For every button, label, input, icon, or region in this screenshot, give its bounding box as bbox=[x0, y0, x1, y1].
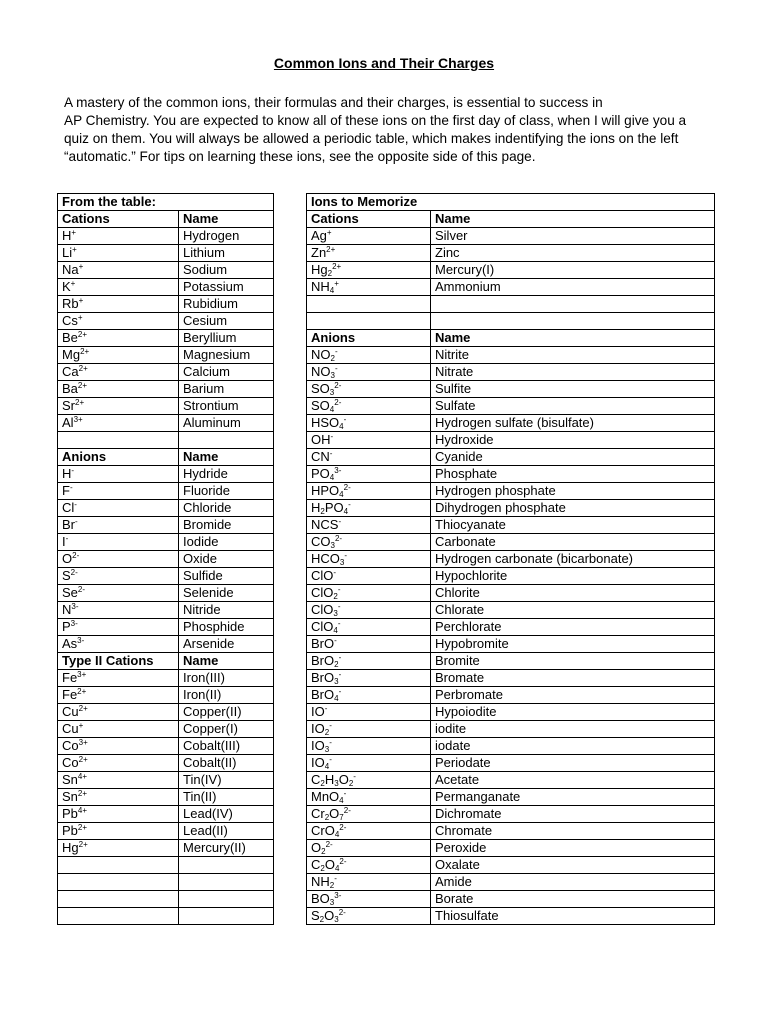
ion-formula bbox=[58, 432, 179, 449]
ion-formula: Br- bbox=[58, 517, 179, 534]
table-row bbox=[58, 687, 274, 704]
ion-name: Chlorite bbox=[431, 585, 715, 602]
ion-name: Tin(IV) bbox=[179, 772, 274, 789]
table-row bbox=[58, 738, 274, 755]
ion-formula: BrO- bbox=[307, 636, 431, 653]
table-row bbox=[307, 313, 715, 330]
table-row bbox=[307, 483, 715, 500]
table-row bbox=[58, 466, 274, 483]
ion-name: Selenide bbox=[179, 585, 274, 602]
ion-formula: $S_2O_3^{2-}$ bbox=[307, 908, 431, 925]
ion-formula: NCS- bbox=[307, 517, 431, 534]
table-row bbox=[307, 806, 715, 823]
ion-formula: $Cu^{2+}$ bbox=[58, 704, 179, 721]
ion-formula: Rb+ bbox=[58, 296, 179, 313]
table-row bbox=[58, 755, 274, 772]
ion-formula: ClO$_4$- bbox=[307, 619, 431, 636]
ion-name: Oxalate bbox=[431, 857, 715, 874]
ion-name: Ammonium bbox=[431, 279, 715, 296]
ion-formula: Cl- bbox=[58, 500, 179, 517]
ion-name: Bromite bbox=[431, 653, 715, 670]
table-row bbox=[58, 245, 274, 262]
table-row bbox=[307, 381, 715, 398]
ion-name: Hypobromite bbox=[431, 636, 715, 653]
table-row bbox=[307, 908, 715, 925]
ion-name: Silver bbox=[431, 228, 715, 245]
table-row bbox=[58, 636, 274, 653]
ion-name: Iron(II) bbox=[179, 687, 274, 704]
ion-name: Iodide bbox=[179, 534, 274, 551]
ion-name: iodite bbox=[431, 721, 715, 738]
table-row bbox=[58, 874, 274, 891]
table-row bbox=[307, 823, 715, 840]
ion-name: Hypoiodite bbox=[431, 704, 715, 721]
table-row bbox=[307, 704, 715, 721]
table-row bbox=[58, 330, 274, 347]
ion-formula: BrO$_2$- bbox=[307, 653, 431, 670]
ion-name: Potassium bbox=[179, 279, 274, 296]
table-row bbox=[307, 551, 715, 568]
table-row bbox=[307, 619, 715, 636]
ion-name: Rubidium bbox=[179, 296, 274, 313]
ion-name: Mercury(II) bbox=[179, 840, 274, 857]
table-row bbox=[58, 432, 274, 449]
table-row bbox=[58, 670, 274, 687]
intro-line: A mastery of the common ions, their formulas and their charges, is essential to success in bbox=[64, 95, 603, 110]
table-row bbox=[58, 840, 274, 857]
table-row bbox=[58, 806, 274, 823]
ion-name: Copper(II) bbox=[179, 704, 274, 721]
ion-formula: $As^{3-}$ bbox=[58, 636, 179, 653]
ion-name: Mercury(I) bbox=[431, 262, 715, 279]
ion-formula: $O^{2-}$ bbox=[58, 551, 179, 568]
ion-formula: $Be^{2+}$ bbox=[58, 330, 179, 347]
from-the-table-ions bbox=[57, 193, 274, 925]
table-row bbox=[307, 585, 715, 602]
ion-name: Hydrogen bbox=[179, 228, 274, 245]
table-row bbox=[58, 891, 274, 908]
name-column-header: Name bbox=[179, 449, 274, 466]
ion-formula: $Hg^{2+}$ bbox=[58, 840, 179, 857]
ion-name: Hydrogen carbonate (bicarbonate) bbox=[431, 551, 715, 568]
ion-name bbox=[431, 296, 715, 313]
ion-formula: $H_2PO_4^-$ bbox=[307, 500, 431, 517]
table-row bbox=[58, 551, 274, 568]
table-row bbox=[58, 500, 274, 517]
ion-name: Iron(III) bbox=[179, 670, 274, 687]
ion-name: Chloride bbox=[179, 500, 274, 517]
table-row bbox=[58, 568, 274, 585]
ion-formula: $S^{2-}$ bbox=[58, 568, 179, 585]
ion-name: Perchlorate bbox=[431, 619, 715, 636]
page-title: Common Ions and Their Charges bbox=[273, 55, 495, 71]
ion-name: Magnesium bbox=[179, 347, 274, 364]
ion-name: Phosphide bbox=[179, 619, 274, 636]
ion-name bbox=[179, 891, 274, 908]
table-row bbox=[58, 789, 274, 806]
ion-name: iodate bbox=[431, 738, 715, 755]
ion-name: Tin(II) bbox=[179, 789, 274, 806]
ion-formula: $P^{3-}$ bbox=[58, 619, 179, 636]
intro-line: “automatic.” For tips on learning these ions, see the opposite side of this page. bbox=[64, 149, 536, 164]
ion-formula bbox=[58, 891, 179, 908]
table-row bbox=[307, 449, 715, 466]
ion-formula: $HPO_4^{2-}$ bbox=[307, 483, 431, 500]
ion-name: Cesium bbox=[179, 313, 274, 330]
ion-name: Perbromate bbox=[431, 687, 715, 704]
section-header-row bbox=[58, 211, 274, 228]
table-row bbox=[58, 296, 274, 313]
table-row bbox=[307, 670, 715, 687]
table-row bbox=[307, 789, 715, 806]
table-row bbox=[307, 653, 715, 670]
table-row bbox=[58, 602, 274, 619]
ion-name: Nitride bbox=[179, 602, 274, 619]
ion-name: Permanganate bbox=[431, 789, 715, 806]
ion-formula: $CO_3^{2-}$ bbox=[307, 534, 431, 551]
ion-formula: $NH_2^-$ bbox=[307, 874, 431, 891]
table-row bbox=[307, 466, 715, 483]
ion-formula: $Al^{3+}$ bbox=[58, 415, 179, 432]
table-row bbox=[307, 602, 715, 619]
ion-name: Dichromate bbox=[431, 806, 715, 823]
ion-formula: $Fe^{3+}$ bbox=[58, 670, 179, 687]
ion-name: Lead(IV) bbox=[179, 806, 274, 823]
table-row bbox=[58, 823, 274, 840]
ion-formula: $Hg_2^{2+}$ bbox=[307, 262, 431, 279]
ion-name: Strontium bbox=[179, 398, 274, 415]
ion-formula: ClO$_3$- bbox=[307, 602, 431, 619]
ion-formula: $Sr^{2+}$ bbox=[58, 398, 179, 415]
ion-formula: $Co^{2+}$ bbox=[58, 755, 179, 772]
ion-formula: $IO_2^-$ bbox=[307, 721, 431, 738]
ion-formula: $C_2H_3O_2^-$ bbox=[307, 772, 431, 789]
ion-name: Hypochlorite bbox=[431, 568, 715, 585]
name-column-header: Name bbox=[431, 330, 715, 347]
table-row bbox=[58, 347, 274, 364]
table-row bbox=[58, 415, 274, 432]
ion-formula bbox=[58, 908, 179, 925]
ion-formula: $NO_2^-$ bbox=[307, 347, 431, 364]
ion-name: Hydrogen phosphate bbox=[431, 483, 715, 500]
intro-paragraph bbox=[64, 94, 714, 166]
table-row bbox=[307, 874, 715, 891]
section-header-row bbox=[307, 211, 715, 228]
ion-name: Sulfate bbox=[431, 398, 715, 415]
table-row bbox=[307, 228, 715, 245]
section-header: Anions bbox=[307, 330, 431, 347]
section-header: Cations bbox=[58, 211, 179, 228]
ion-formula: $SO_4^{2-}$ bbox=[307, 398, 431, 415]
ion-formula: $Ba^{2+}$ bbox=[58, 381, 179, 398]
section-header-row bbox=[58, 653, 274, 670]
section-header: Type II Cations bbox=[58, 653, 179, 670]
ion-name: Thiocyanate bbox=[431, 517, 715, 534]
ion-name: Amide bbox=[431, 874, 715, 891]
ion-formula: $SO_3^{2-}$ bbox=[307, 381, 431, 398]
ion-formula: CrO$_4^{2-}$ bbox=[307, 823, 431, 840]
table-row bbox=[307, 721, 715, 738]
ion-name: Bromate bbox=[431, 670, 715, 687]
ion-name: Thiosulfate bbox=[431, 908, 715, 925]
ion-formula: $HCO_3^-$ bbox=[307, 551, 431, 568]
table-row bbox=[307, 279, 715, 296]
table-row bbox=[58, 534, 274, 551]
table-row bbox=[307, 755, 715, 772]
ion-name: Fluoride bbox=[179, 483, 274, 500]
ion-name: Sulfide bbox=[179, 568, 274, 585]
table-row bbox=[307, 415, 715, 432]
ion-formula: CN- bbox=[307, 449, 431, 466]
ion-formula bbox=[58, 874, 179, 891]
ion-formula: OH- bbox=[307, 432, 431, 449]
table-row bbox=[307, 296, 715, 313]
ion-formula: $Zn^{2+}$ bbox=[307, 245, 431, 262]
table-caption: From the table: bbox=[58, 194, 274, 211]
table-caption-row bbox=[307, 194, 715, 211]
ion-name: Phosphate bbox=[431, 466, 715, 483]
ion-formula: Li+ bbox=[58, 245, 179, 262]
ion-formula: $Sn^{4+}$ bbox=[58, 772, 179, 789]
table-row bbox=[58, 483, 274, 500]
table-row bbox=[307, 262, 715, 279]
table-row bbox=[58, 619, 274, 636]
ion-name bbox=[431, 313, 715, 330]
ion-name bbox=[179, 857, 274, 874]
ion-formula: $IO_3^-$ bbox=[307, 738, 431, 755]
ion-formula: $Mg^{2+}$ bbox=[58, 347, 179, 364]
table-row bbox=[307, 347, 715, 364]
section-header: Cations bbox=[307, 211, 431, 228]
table-row bbox=[307, 840, 715, 857]
ion-name: Beryllium bbox=[179, 330, 274, 347]
ion-name: Dihydrogen phosphate bbox=[431, 500, 715, 517]
ion-formula: MnO$_4$- bbox=[307, 789, 431, 806]
ion-formula bbox=[307, 313, 431, 330]
table-row bbox=[307, 687, 715, 704]
table-row bbox=[58, 857, 274, 874]
ion-formula: $HSO_4^-$ bbox=[307, 415, 431, 432]
ion-formula: I- bbox=[58, 534, 179, 551]
table-row bbox=[307, 364, 715, 381]
ion-name: Chlorate bbox=[431, 602, 715, 619]
ion-formula: $O_2^{2-}$ bbox=[307, 840, 431, 857]
ion-name: Borate bbox=[431, 891, 715, 908]
table-row bbox=[307, 772, 715, 789]
table-row bbox=[307, 517, 715, 534]
ion-formula: IO- bbox=[307, 704, 431, 721]
section-header-row bbox=[307, 330, 715, 347]
ion-formula: K+ bbox=[58, 279, 179, 296]
ion-formula: $Sn^{2+}$ bbox=[58, 789, 179, 806]
section-header: Anions bbox=[58, 449, 179, 466]
ion-name: Copper(I) bbox=[179, 721, 274, 738]
ion-name: Cobalt(II) bbox=[179, 755, 274, 772]
ions-to-memorize-table bbox=[306, 193, 715, 925]
ion-name: Peroxide bbox=[431, 840, 715, 857]
ion-formula bbox=[307, 296, 431, 313]
ion-name: Aluminum bbox=[179, 415, 274, 432]
table-row bbox=[58, 262, 274, 279]
ion-name: Chromate bbox=[431, 823, 715, 840]
ion-name bbox=[179, 874, 274, 891]
table-row bbox=[58, 721, 274, 738]
name-column-header: Name bbox=[179, 211, 274, 228]
ion-name: Hydroxide bbox=[431, 432, 715, 449]
ion-formula: BrO$_4$- bbox=[307, 687, 431, 704]
table-row bbox=[307, 534, 715, 551]
ion-name: Calcium bbox=[179, 364, 274, 381]
left-table-body bbox=[58, 194, 274, 925]
ion-formula: $Fe^{2+}$ bbox=[58, 687, 179, 704]
intro-line: quiz on them. You will always be allowed a periodic table, which makes indentifying the ions on the left bbox=[64, 131, 679, 146]
table-row bbox=[307, 738, 715, 755]
table-row bbox=[307, 636, 715, 653]
ion-formula: BrO$_3$- bbox=[307, 670, 431, 687]
table-row bbox=[307, 857, 715, 874]
ion-formula: $NO_3^-$ bbox=[307, 364, 431, 381]
ion-name: Cobalt(III) bbox=[179, 738, 274, 755]
ion-formula: $BO_3^{3-}$ bbox=[307, 891, 431, 908]
ion-name bbox=[179, 908, 274, 925]
table-caption-row bbox=[58, 194, 274, 211]
ion-formula: Cu+ bbox=[58, 721, 179, 738]
ion-formula bbox=[58, 857, 179, 874]
ion-name: Periodate bbox=[431, 755, 715, 772]
ion-formula: $Pb^{4+}$ bbox=[58, 806, 179, 823]
ion-formula: ClO- bbox=[307, 568, 431, 585]
ion-name: Barium bbox=[179, 381, 274, 398]
ion-name: Oxide bbox=[179, 551, 274, 568]
ion-formula: $Ca^{2+}$ bbox=[58, 364, 179, 381]
ion-name: Sulfite bbox=[431, 381, 715, 398]
ion-name: Cyanide bbox=[431, 449, 715, 466]
table-row bbox=[58, 313, 274, 330]
table-caption: Ions to Memorize bbox=[307, 194, 715, 211]
ion-name: Nitrite bbox=[431, 347, 715, 364]
table-row bbox=[58, 585, 274, 602]
intro-line: AP Chemistry. You are expected to know all of these ions on the first day of class, when I will give you a bbox=[64, 113, 687, 128]
ion-name: Bromide bbox=[179, 517, 274, 534]
name-column-header: Name bbox=[431, 211, 715, 228]
ion-name bbox=[179, 432, 274, 449]
table-row bbox=[58, 908, 274, 925]
table-row bbox=[307, 398, 715, 415]
ion-formula: $N^{3-}$ bbox=[58, 602, 179, 619]
ion-name: Carbonate bbox=[431, 534, 715, 551]
table-row bbox=[58, 228, 274, 245]
ion-formula: H- bbox=[58, 466, 179, 483]
table-row bbox=[58, 704, 274, 721]
ion-name: Sodium bbox=[179, 262, 274, 279]
ion-name: Arsenide bbox=[179, 636, 274, 653]
ion-name: Nitrate bbox=[431, 364, 715, 381]
ion-formula: Ag+ bbox=[307, 228, 431, 245]
ion-formula: Na+ bbox=[58, 262, 179, 279]
table-row bbox=[307, 891, 715, 908]
table-row bbox=[307, 245, 715, 262]
ion-formula: F- bbox=[58, 483, 179, 500]
ion-formula: ClO$_2$- bbox=[307, 585, 431, 602]
table-row bbox=[58, 517, 274, 534]
section-header-row bbox=[58, 449, 274, 466]
right-table-body bbox=[307, 194, 715, 925]
table-row bbox=[58, 398, 274, 415]
ion-name: Hydride bbox=[179, 466, 274, 483]
ion-formula: $Cr_2O_7^{2-}$ bbox=[307, 806, 431, 823]
ion-formula: $Se^{2-}$ bbox=[58, 585, 179, 602]
ion-formula: $Pb^{2+}$ bbox=[58, 823, 179, 840]
table-row bbox=[58, 772, 274, 789]
ion-name: Lead(II) bbox=[179, 823, 274, 840]
ion-formula: $C_2O_4^{2-}$ bbox=[307, 857, 431, 874]
table-row bbox=[58, 279, 274, 296]
name-column-header: Name bbox=[179, 653, 274, 670]
ion-formula: H+ bbox=[58, 228, 179, 245]
ion-formula: Cs+ bbox=[58, 313, 179, 330]
ion-formula: $NH_4^+$ bbox=[307, 279, 431, 296]
ion-formula: $IO_4^-$ bbox=[307, 755, 431, 772]
table-row bbox=[307, 568, 715, 585]
ion-name: Zinc bbox=[431, 245, 715, 262]
table-row bbox=[307, 500, 715, 517]
table-row bbox=[58, 364, 274, 381]
ion-formula: $PO_4^{3-}$ bbox=[307, 466, 431, 483]
ion-name: Acetate bbox=[431, 772, 715, 789]
ion-name: Hydrogen sulfate (bisulfate) bbox=[431, 415, 715, 432]
table-row bbox=[58, 381, 274, 398]
ion-formula: $Co^{3+}$ bbox=[58, 738, 179, 755]
ion-name: Lithium bbox=[179, 245, 274, 262]
table-row bbox=[307, 432, 715, 449]
